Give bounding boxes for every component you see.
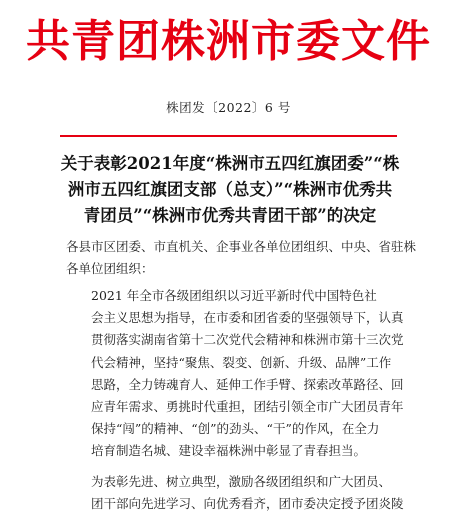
body-line: 为表彰先进、树立典型，激励各级团组织和广大团员、 [91, 473, 392, 489]
masthead-title: 共青团株洲市委文件 [26, 16, 431, 67]
title-line-1: 关于表彰2021年度“株洲市五四红旗团委”“株 [60, 154, 400, 173]
body-line: 2021 年全市各级团组织以习近平新时代中国特色社 [91, 288, 377, 303]
body-paragraph-1 [66, 285, 404, 463]
title-line-2: 洲市五四红旗团支部（总支）”“株洲市优秀共 [67, 180, 393, 199]
body-line: 应青年需求、勇挑时代重担，团结引领全市广大团员青年 [91, 399, 404, 415]
title-line-3: 青团员”“株洲市优秀共青团干部”的决定 [83, 206, 377, 225]
body-line: 代会精神，坚持“聚焦、裂变、创新、升级、品牌”工作 [91, 354, 392, 370]
body-line: 培育制造名城、建设幸福株洲中彰显了青春担当。 [91, 443, 367, 459]
body-line: 保持“闯”的精神、“创”的劲头、“干”的作风，在全力 [91, 421, 380, 437]
body-line: 会主义思想为指导，在市委和团省委的坚强领导下，认真 [91, 310, 404, 326]
document-body [66, 285, 404, 515]
body-paragraph-2 [66, 471, 404, 515]
document-title [44, 151, 416, 229]
addressee [66, 236, 417, 280]
addressee-line-2: 各单位团组织： [66, 261, 154, 276]
addressee-line-1: 各县市区团委、市直机关、企事业各单位团组织、中央、省驻株 [66, 239, 417, 254]
body-line: 贯彻落实湖南省第十二次党代会精神和株洲市第十三次党 [91, 332, 404, 348]
body-line: 思路，全力铸魂育人、延伸工作手臂、探索改革路径、回 [91, 376, 404, 392]
body-line: 团干部向先进学习、向优秀看齐，团市委决定授予团炎陵 [91, 495, 404, 511]
red-divider-line [60, 135, 397, 137]
document-number: 株团发〔2022〕6 号 [166, 100, 291, 115]
